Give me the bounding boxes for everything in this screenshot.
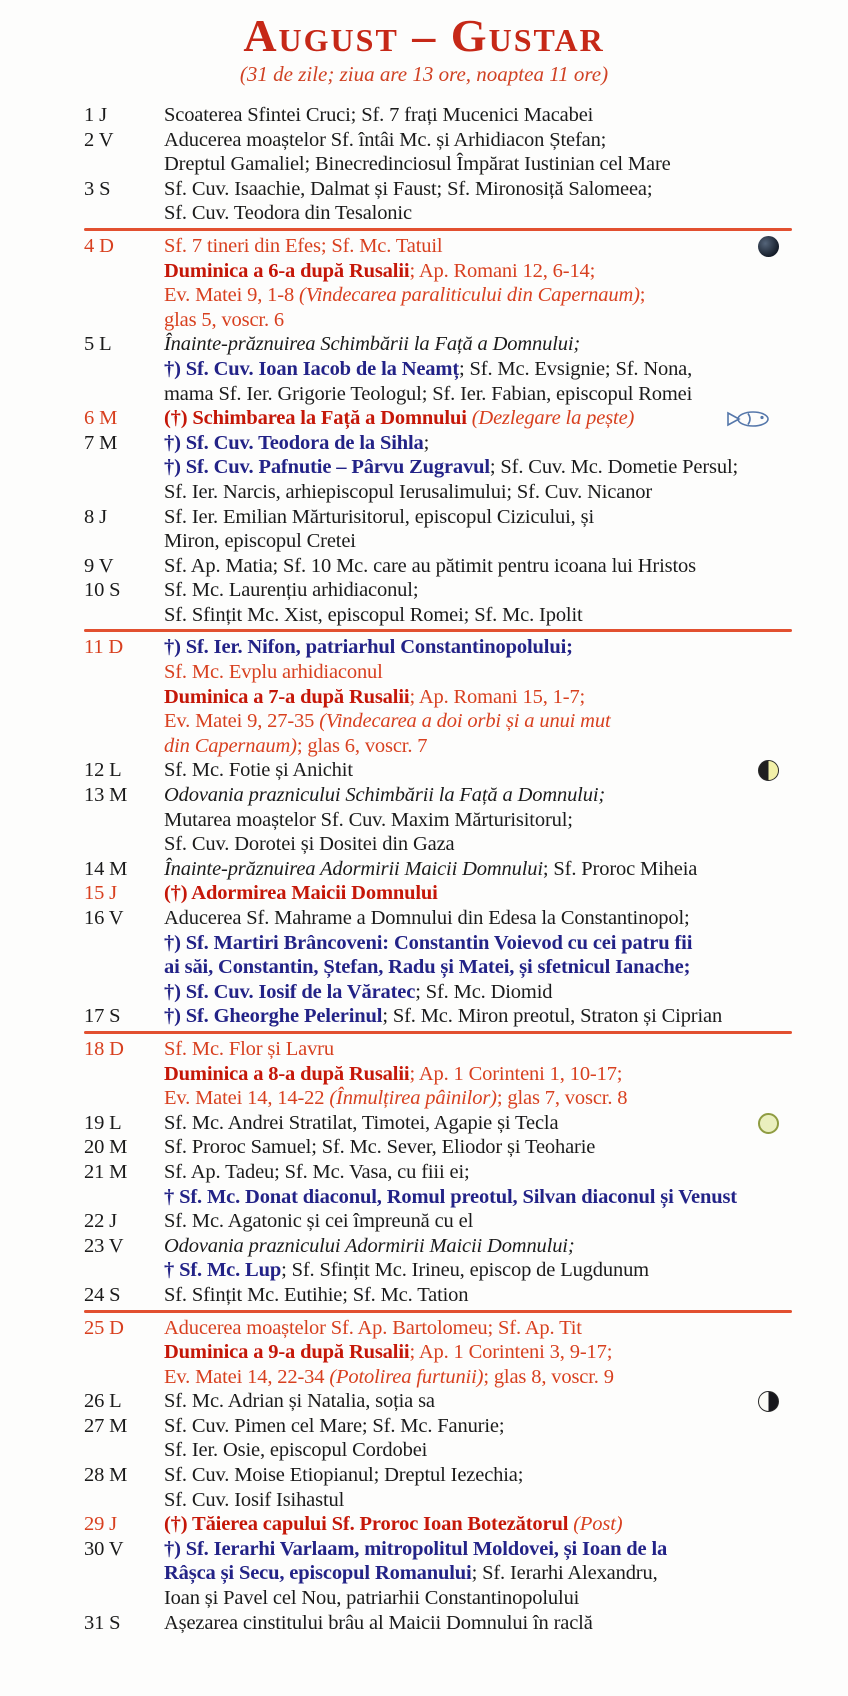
sunday-separator-line bbox=[84, 228, 792, 231]
entry-segment: (Post) bbox=[573, 1513, 623, 1536]
entry-segment: Sf. Sfințit Mc. Eutihie; Sf. Mc. Tation bbox=[164, 1283, 469, 1306]
day-label: 29 J bbox=[84, 1513, 118, 1536]
entry-line bbox=[164, 382, 792, 407]
entry-line bbox=[164, 1209, 792, 1234]
entry-text bbox=[164, 1004, 792, 1029]
entry-line bbox=[164, 1389, 792, 1414]
entry-text bbox=[164, 128, 792, 177]
entry-line bbox=[164, 529, 792, 554]
calendar-entry bbox=[84, 177, 792, 226]
day-label: 11 D bbox=[84, 636, 124, 659]
entry-segment: Odovania praznicului Adormirii Maicii Domnului; bbox=[164, 1234, 575, 1257]
entry-segment: †) Sf. Gheorghe Pelerinul bbox=[164, 1005, 383, 1028]
entry-segment: Sf. Ap. Matia; Sf. 10 Mc. care au pătimit pentru icoana lui Hristos bbox=[164, 554, 696, 577]
entry-segment: ; bbox=[423, 431, 430, 454]
page-header bbox=[0, 0, 848, 87]
entry-segment: Mutarea moaștelor Sf. Cuv. Maxim Mărturisitorul; bbox=[164, 808, 573, 831]
entry-line bbox=[164, 1160, 792, 1185]
entry-text bbox=[164, 1160, 792, 1209]
entry-text bbox=[164, 505, 792, 554]
entry-line bbox=[164, 259, 792, 284]
month-title: August – Gustar bbox=[243, 10, 605, 61]
entry-segment: Aducerea moaștelor Sf. întâi Mc. și Arhidiacon Ștefan; bbox=[164, 128, 607, 151]
entry-text bbox=[164, 1037, 792, 1111]
entry-segment: Aducerea moaștelor Sf. Ap. Bartolomeu; Sf. Ap. Tit bbox=[164, 1316, 582, 1339]
entry-segment: Dreptul Gamaliel; Binecredinciosul Împărat Iustinian cel Mare bbox=[164, 153, 671, 176]
entry-segment: Sf. Mc. Fotie și Anichit bbox=[164, 759, 353, 782]
entry-segment: glas 5, voscr. 6 bbox=[164, 308, 285, 331]
entry-segment: ; glas 7, voscr. 8 bbox=[496, 1087, 628, 1110]
entry-line bbox=[164, 881, 792, 906]
day-label: 25 D bbox=[84, 1316, 124, 1339]
entry-line bbox=[164, 1086, 792, 1111]
entry-segment: (Potolirea furtunii) bbox=[329, 1365, 484, 1388]
entry-line bbox=[164, 1185, 792, 1210]
entry-segment: (Înmulțirea pâinilor) bbox=[329, 1087, 497, 1110]
entry-text bbox=[164, 635, 792, 758]
entry-text bbox=[164, 857, 792, 882]
calendar-entry bbox=[84, 1414, 792, 1463]
entry-segment: † Sf. Mc. Donat diaconul, Romul preotul, Silvan diaconul și Venust bbox=[164, 1185, 737, 1208]
entry-line bbox=[164, 201, 792, 226]
calendar-entry bbox=[84, 332, 792, 406]
day-label: 8 J bbox=[84, 505, 107, 528]
entry-segment: Sf. Mc. Agatonic și cei împreună cu el bbox=[164, 1210, 474, 1233]
day-label: 27 M bbox=[84, 1414, 128, 1437]
entry-text bbox=[164, 1537, 792, 1611]
entry-text bbox=[164, 406, 792, 431]
entry-segment: Sf. 7 tineri din Efes; Sf. Mc. Tatuil bbox=[164, 234, 443, 257]
entry-segment: Scoaterea Sfintei Cruci; Sf. 7 frați Mucenici Macabei bbox=[164, 104, 594, 126]
entry-line bbox=[164, 480, 792, 505]
entry-segment: Sf. Proroc Samuel; Sf. Mc. Sever, Eliodor și Teoharie bbox=[164, 1136, 596, 1159]
entry-line bbox=[164, 1512, 792, 1537]
entry-segment: Duminica a 9-a după Rusalii bbox=[164, 1341, 410, 1364]
fish-icon bbox=[726, 410, 772, 428]
day-label: 21 M bbox=[84, 1160, 128, 1183]
day-label: 2 V bbox=[84, 128, 114, 151]
day-label: 10 S bbox=[84, 579, 121, 602]
entry-segment: Înainte-prăznuirea Adormirii Maicii Domnului bbox=[164, 857, 543, 880]
entry-line bbox=[164, 1111, 792, 1136]
calendar-entry bbox=[84, 1004, 792, 1029]
entry-text bbox=[164, 1111, 792, 1136]
calendar-entry bbox=[84, 635, 792, 758]
entry-segment: †) Sf. Cuv. Pafnutie – Pârvu Zugravul bbox=[164, 456, 490, 479]
entry-segment: Sf. Mc. Evplu arhidiaconul bbox=[164, 661, 383, 684]
entry-line bbox=[164, 857, 792, 882]
calendar-entry bbox=[84, 1389, 792, 1414]
entry-line bbox=[164, 1463, 792, 1488]
entry-line bbox=[164, 906, 792, 931]
entry-segment: Sf. Ap. Tadeu; Sf. Mc. Vasa, cu fiii ei; bbox=[164, 1160, 470, 1183]
calendar-entry bbox=[84, 128, 792, 177]
entry-text bbox=[164, 1512, 792, 1537]
entry-line bbox=[164, 955, 792, 980]
entry-segment: mama Sf. Ier. Grigorie Teologul; Sf. Ier. Fabian, episcopul Romei bbox=[164, 382, 693, 405]
calendar-entry bbox=[84, 857, 792, 882]
entry-segment: Sf. Ier. Narcis, arhiepiscopul Ierusalimului; Sf. Cuv. Nicanor bbox=[164, 480, 653, 503]
entry-line bbox=[164, 1316, 792, 1341]
calendar-entry bbox=[84, 1111, 792, 1136]
calendar-entry bbox=[84, 234, 792, 332]
entry-segment: (Vindecarea paraliticului din Capernaum) bbox=[299, 284, 640, 307]
calendar-entry bbox=[84, 881, 792, 906]
entry-text bbox=[164, 554, 792, 579]
entry-segment: Ev. Matei 9, 27-35 bbox=[164, 710, 320, 733]
entry-line bbox=[164, 308, 792, 333]
entry-line bbox=[164, 1414, 792, 1439]
calendar-entry bbox=[84, 554, 792, 579]
entry-segment: Sf. Cuv. Teodora din Tesalonic bbox=[164, 202, 412, 225]
day-label: 23 V bbox=[84, 1234, 124, 1257]
entry-segment: Odovania praznicului Schimbării la Față a Domnului; bbox=[164, 784, 606, 807]
entry-segment: ; glas 6, voscr. 7 bbox=[296, 734, 428, 757]
entry-segment: ; Ap. 1 Corinteni 3, 9-17; bbox=[409, 1341, 613, 1364]
day-label: 18 D bbox=[84, 1037, 124, 1060]
entry-segment: Sf. Mc. Flor și Lavru bbox=[164, 1037, 334, 1060]
entry-line bbox=[164, 832, 792, 857]
entry-segment: ; Ap. 1 Corinteni 1, 10-17; bbox=[409, 1062, 623, 1085]
entry-line bbox=[164, 357, 792, 382]
calendar-entry bbox=[84, 1160, 792, 1209]
entry-text bbox=[164, 783, 792, 857]
entry-segment: ; Sf. Mc. Miron preotul, Straton și Ciprian bbox=[382, 1005, 723, 1028]
calendar-entry bbox=[84, 1611, 792, 1636]
entry-text bbox=[164, 1611, 792, 1636]
entry-segment: ; Sf. Proroc Miheia bbox=[542, 857, 698, 880]
day-label: 31 S bbox=[84, 1611, 121, 1634]
day-label: 1 J bbox=[84, 104, 107, 126]
entry-text bbox=[164, 1283, 792, 1308]
entry-segment: ; glas 8, voscr. 9 bbox=[483, 1365, 614, 1388]
entry-segment: †) Sf. Martiri Brâncoveni: Constantin Voievod cu cei patru fii bbox=[164, 931, 693, 954]
calendar-entry bbox=[84, 578, 792, 627]
entry-line bbox=[164, 283, 792, 308]
entry-line bbox=[164, 103, 792, 128]
calendar-entry bbox=[84, 1316, 792, 1390]
entry-segment: ; bbox=[639, 284, 646, 307]
entry-line bbox=[164, 234, 792, 259]
entry-line bbox=[164, 177, 792, 202]
entry-segment: Duminica a 8-a după Rusalii bbox=[164, 1062, 410, 1085]
entry-segment: †) Sf. Ier. Nifon, patriarhul Constantinopolului; bbox=[164, 636, 573, 659]
entry-line bbox=[164, 1004, 792, 1029]
calendar-entry bbox=[84, 906, 792, 1004]
entry-segment: (Dezlegare la pește) bbox=[471, 407, 635, 430]
entry-line bbox=[164, 406, 792, 431]
entry-text bbox=[164, 1135, 792, 1160]
day-label: 28 M bbox=[84, 1464, 128, 1487]
day-label: 24 S bbox=[84, 1283, 121, 1306]
entry-segment: Aducerea Sf. Mahrame a Domnului din Edesa la Constantinopol; bbox=[164, 907, 690, 929]
entry-text bbox=[164, 1209, 792, 1234]
entry-segment: Sf. Mc. Adrian și Natalia, soția sa bbox=[164, 1390, 435, 1413]
entry-line bbox=[164, 1611, 792, 1636]
entry-segment: ; Sf. Cuv. Mc. Dometie Persul; bbox=[489, 456, 739, 479]
calendar-entry bbox=[84, 505, 792, 554]
entry-segment: Sf. Mc. Laurențiu arhidiaconul; bbox=[164, 579, 419, 602]
calendar-entry bbox=[84, 1537, 792, 1611]
entry-segment: Sf. Cuv. Isaachie, Dalmat și Faust; Sf. Mironosiță Salomeea; bbox=[164, 177, 653, 200]
entry-segment: ; Sf. Sfințit Mc. Irineu, episcop de Lugdunum bbox=[281, 1259, 649, 1282]
entry-segment: Sf. Cuv. Iosif Isihastul bbox=[164, 1488, 345, 1511]
day-label: 7 M bbox=[84, 431, 118, 454]
calendar-entry bbox=[84, 103, 792, 128]
entry-text bbox=[164, 881, 792, 906]
entry-segment: Sf. Cuv. Pimen cel Mare; Sf. Mc. Fanurie; bbox=[164, 1414, 505, 1437]
entry-line bbox=[164, 603, 792, 628]
calendar-entry bbox=[84, 1037, 792, 1111]
entry-segment: ; Ap. Romani 15, 1-7; bbox=[409, 685, 586, 708]
entry-segment: †) Sf. Cuv. Teodora de la Sihla bbox=[164, 431, 424, 454]
calendar-entry bbox=[84, 431, 792, 505]
entry-segment: †) Sf. Cuv. Iosif de la Văratec bbox=[164, 980, 416, 1003]
day-label: 6 M bbox=[84, 407, 118, 430]
entry-line bbox=[164, 635, 792, 660]
entry-line bbox=[164, 734, 792, 759]
day-label: 19 L bbox=[84, 1111, 122, 1134]
day-label: 20 M bbox=[84, 1136, 128, 1159]
entry-segment: Așezarea cinstitului brâu al Maicii Domnului în raclă bbox=[164, 1611, 593, 1634]
entry-text bbox=[164, 1414, 792, 1463]
day-label: 5 L bbox=[84, 333, 112, 356]
entry-line bbox=[164, 505, 792, 530]
entry-text bbox=[164, 1389, 792, 1414]
entry-segment: Ev. Matei 14, 14-22 bbox=[164, 1087, 330, 1110]
calendar-entry bbox=[84, 1463, 792, 1512]
entry-line bbox=[164, 554, 792, 579]
entry-segment: ; Sf. Mc. Evsignie; Sf. Nona, bbox=[459, 357, 693, 380]
entry-segment: (†) Tăierea capului Sf. Proroc Ioan Botezătorul bbox=[164, 1513, 574, 1536]
day-label: 4 D bbox=[84, 234, 114, 257]
entry-segment: Sf. Mc. Andrei Stratilat, Timotei, Agapie și Tecla bbox=[164, 1111, 559, 1134]
month-subtitle: (31 de zile; ziua are 13 ore, noaptea 11 ore) bbox=[239, 62, 609, 87]
entry-line bbox=[164, 660, 792, 685]
entry-segment: ai săi, Constantin, Ștefan, Radu și Matei, și sfetnicul Ianache; bbox=[164, 956, 691, 979]
entry-segment: Ioan și Pavel cel Nou, patriarhii Constantinopolului bbox=[164, 1587, 580, 1610]
entry-line bbox=[164, 332, 792, 357]
entry-line bbox=[164, 1283, 792, 1308]
calendar-entry bbox=[84, 1512, 792, 1537]
entry-line bbox=[164, 709, 792, 734]
entry-segment: Sf. Ier. Osie, episcopul Cordobei bbox=[164, 1439, 428, 1462]
calendar-entry bbox=[84, 1283, 792, 1308]
entry-line bbox=[164, 1340, 792, 1365]
day-label: 16 V bbox=[84, 907, 124, 929]
day-label: 17 S bbox=[84, 1005, 121, 1028]
day-label: 12 L bbox=[84, 759, 122, 782]
day-label: 22 J bbox=[84, 1210, 118, 1233]
entry-line bbox=[164, 1488, 792, 1513]
entry-line bbox=[164, 152, 792, 177]
entry-text bbox=[164, 1463, 792, 1512]
entry-line bbox=[164, 1365, 792, 1390]
entry-segment: ; Ap. Romani 12, 6-14; bbox=[409, 259, 596, 282]
entry-line bbox=[164, 1062, 792, 1087]
entry-text bbox=[164, 332, 792, 406]
entry-segment: Sf. Cuv. Dorotei și Dositei din Gaza bbox=[164, 833, 455, 856]
calendar-entry bbox=[84, 1209, 792, 1234]
day-label: 14 M bbox=[84, 857, 128, 880]
entry-segment: Sf. Sfințit Mc. Xist, episcopul Romei; Sf. Mc. Ipolit bbox=[164, 603, 583, 626]
entry-line bbox=[164, 685, 792, 710]
day-label: 9 V bbox=[84, 554, 114, 577]
entry-segment: † Sf. Mc. Lup bbox=[164, 1259, 282, 1282]
entry-line bbox=[164, 1037, 792, 1062]
calendar-entry bbox=[84, 406, 792, 431]
entry-segment: †) Sf. Cuv. Ioan Iacob de la Neamț bbox=[164, 357, 460, 380]
entry-text bbox=[164, 906, 792, 1004]
entry-segment: (†) Adormirea Maicii Domnului bbox=[164, 882, 438, 905]
calendar-entry bbox=[84, 783, 792, 857]
entry-line bbox=[164, 931, 792, 956]
entry-segment: Râșca și Secu, episcopul Romanului bbox=[164, 1562, 472, 1585]
entry-line bbox=[164, 1586, 792, 1611]
entry-segment: Sf. Cuv. Moise Etiopianul; Dreptul Iezechia; bbox=[164, 1464, 524, 1487]
calendar-entry bbox=[84, 758, 792, 783]
entry-line bbox=[164, 128, 792, 153]
entry-line bbox=[164, 1537, 792, 1562]
entry-segment: (†) Schimbarea la Față a Domnului bbox=[164, 407, 472, 430]
entry-segment: Duminica a 7-a după Rusalii bbox=[164, 685, 410, 708]
entry-line bbox=[164, 980, 792, 1005]
entry-line bbox=[164, 431, 792, 456]
entry-text bbox=[164, 431, 792, 505]
entry-segment: †) Sf. Ierarhi Varlaam, mitropolitul Moldovei, și Ioan de la bbox=[164, 1537, 668, 1560]
entry-text bbox=[164, 578, 792, 627]
sunday-separator-line bbox=[84, 1031, 792, 1034]
entry-segment: din Capernaum) bbox=[164, 734, 297, 757]
entry-text bbox=[164, 1316, 792, 1390]
day-label: 13 M bbox=[84, 784, 128, 807]
entry-segment: ; Sf. Mc. Diomid bbox=[415, 980, 553, 1003]
moon-full-icon bbox=[758, 236, 779, 257]
entry-line bbox=[164, 1561, 792, 1586]
calendar-entry bbox=[84, 1135, 792, 1160]
entry-segment: ; Sf. Ierarhi Alexandru, bbox=[471, 1562, 658, 1585]
entry-segment: Ev. Matei 9, 1-8 bbox=[164, 284, 300, 307]
entry-line bbox=[164, 1258, 792, 1283]
calendar-entry bbox=[84, 1234, 792, 1283]
entry-segment: (Vindecarea a doi orbi și a unui mut bbox=[319, 710, 611, 733]
moon-new-icon bbox=[758, 1113, 779, 1134]
entry-text bbox=[164, 177, 792, 226]
day-label: 26 L bbox=[84, 1390, 122, 1413]
sunday-separator-line bbox=[84, 629, 792, 632]
entry-segment: Duminica a 6-a după Rusalii bbox=[164, 259, 410, 282]
calendar-entries-list bbox=[84, 103, 792, 1635]
entry-line bbox=[164, 758, 792, 783]
entry-text bbox=[164, 1234, 792, 1283]
entry-text bbox=[164, 234, 792, 332]
day-label: 30 V bbox=[84, 1537, 124, 1560]
entry-segment: Ev. Matei 14, 22-34 bbox=[164, 1365, 330, 1388]
entry-text bbox=[164, 758, 792, 783]
entry-line bbox=[164, 1234, 792, 1259]
day-label: 3 S bbox=[84, 177, 111, 200]
entry-line bbox=[164, 783, 792, 808]
entry-segment: Sf. Ier. Emilian Mărturisitorul, episcopul Cizicului, și bbox=[164, 505, 595, 528]
entry-segment: Înainte-prăznuirea Schimbării la Față a Domnului; bbox=[164, 333, 581, 356]
day-label: 15 J bbox=[84, 882, 118, 905]
entry-segment: Miron, episcopul Cretei bbox=[164, 530, 356, 553]
entry-line bbox=[164, 1135, 792, 1160]
entry-text bbox=[164, 103, 792, 128]
entry-line bbox=[164, 808, 792, 833]
entry-line bbox=[164, 578, 792, 603]
entry-line bbox=[164, 455, 792, 480]
sunday-separator-line bbox=[84, 1310, 792, 1313]
entry-line bbox=[164, 1438, 792, 1463]
